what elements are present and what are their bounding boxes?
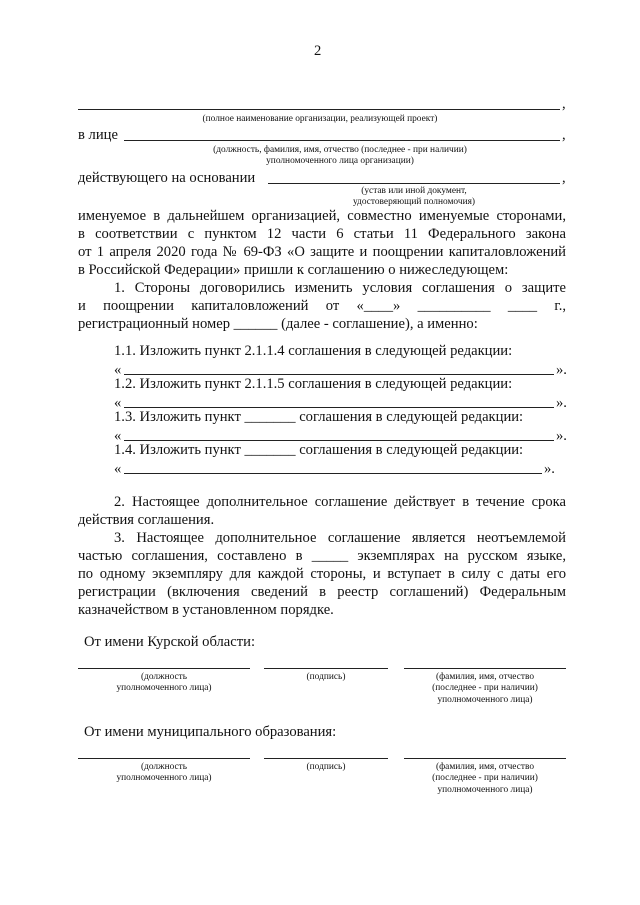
comma: , — [562, 170, 566, 186]
signature-caption-municipal: (подпись) — [306, 762, 346, 772]
item-1-2-line — [124, 407, 554, 408]
position-caption-line-1: (должность — [140, 672, 188, 682]
item-1-2-open-quote: « — [114, 395, 122, 411]
name-caption-line-2: (последнее - при наличии) — [432, 683, 538, 694]
p1-line-2: и поощрении капиталовложений от «____» __________ ____ г., — [78, 298, 566, 314]
organization-name-line — [78, 109, 560, 110]
intro-line-3: от 1 апреля 2020 года № 69-ФЗ «О защите и поощрении капиталовложений — [78, 244, 566, 260]
basis-caption-line-1: (устав или иной документ, — [361, 186, 467, 196]
item-1-3-close-quote: ». — [556, 428, 567, 444]
position-caption-municipal — [78, 762, 250, 785]
intro-line-2: в соответствии с пунктом 12 части 6 статьи 11 Федерального закона — [78, 226, 566, 242]
name-caption-line-2: (последнее - при наличии) — [432, 773, 538, 784]
comma: , — [562, 127, 566, 143]
name-caption-municipal — [404, 762, 566, 796]
signature-line-kursk — [264, 668, 388, 669]
comma: , — [562, 96, 566, 112]
position-caption-kursk — [78, 672, 250, 695]
p3-line-4: регистрации (включения сведений в реестр соглашений) Федеральным — [78, 584, 566, 600]
p3-line-3: по одному экземпляру для каждой стороны, и вступает в силу с даты его — [78, 566, 566, 582]
position-caption-line-2: уполномоченного лица) — [116, 773, 212, 784]
item-1-4-close-quote: ». — [544, 461, 555, 477]
organization-caption: (полное наименование организации, реализующей проект) — [202, 114, 438, 124]
name-caption-line-1: (фамилия, имя, отчество — [435, 762, 535, 772]
item-1-1-text: 1.1. Изложить пункт 2.1.1.4 соглашения в следующей редакции: — [114, 343, 513, 359]
item-1-3-text: 1.3. Изложить пункт _______ соглашения в следующей редакции: — [114, 409, 524, 425]
item-1-1-close-quote: ». — [556, 362, 567, 378]
acting-label: действующего на основании — [78, 170, 256, 186]
person-caption — [180, 145, 500, 168]
basis-line — [268, 183, 560, 184]
item-1-2-text: 1.2. Изложить пункт 2.1.1.5 соглашения в следующей редакции: — [114, 376, 513, 392]
position-line-municipal — [78, 758, 250, 759]
name-line-kursk — [404, 668, 566, 669]
p3-line-2: частью соглашения, составлено в _____ экземплярах на русском языке, — [78, 548, 566, 564]
intro-line-1: именуемое в дальнейшем организацией, совместно именуемые сторонами, — [78, 208, 566, 224]
item-1-1-open-quote: « — [114, 362, 122, 378]
item-1-3-open-quote: « — [114, 428, 122, 444]
name-caption-kursk — [404, 672, 566, 706]
name-line-municipal — [404, 758, 566, 759]
person-line — [124, 140, 560, 141]
p1-line-1: 1. Стороны договорились изменить условия соглашения о защите — [114, 280, 566, 296]
signature-line-municipal — [264, 758, 388, 759]
basis-caption-line-2: удостоверяющий полномочия) — [352, 197, 476, 208]
signature-caption-kursk: (подпись) — [306, 672, 346, 682]
basis-caption — [324, 186, 504, 209]
signature-heading-kursk: От имени Курской области: — [84, 634, 256, 650]
item-1-1-line — [124, 374, 554, 375]
name-caption-line-3: уполномоченного лица) — [437, 694, 533, 705]
item-1-3-line — [124, 440, 554, 441]
name-caption-line-3: уполномоченного лица) — [437, 784, 533, 795]
item-1-4-text: 1.4. Изложить пункт _______ соглашения в следующей редакции: — [114, 442, 524, 458]
p3-line-5: казначейством в установленном порядке. — [78, 602, 334, 618]
person-caption-line-1: (должность, фамилия, имя, отчество (последнее - при наличии) — [213, 145, 467, 155]
person-caption-line-2: уполномоченного лица организации) — [266, 156, 414, 167]
p2-line-1: 2. Настоящее дополнительное соглашение действует в течение срока — [114, 494, 566, 510]
p2-line-2: действия соглашения. — [78, 512, 215, 528]
name-caption-line-1: (фамилия, имя, отчество — [435, 672, 535, 682]
p1-line-3: регистрационный номер ______ (далее - соглашение), а именно: — [78, 316, 478, 332]
position-caption-line-2: уполномоченного лица) — [116, 683, 212, 694]
position-caption-line-1: (должность — [140, 762, 188, 772]
position-line-kursk — [78, 668, 250, 669]
page-number: 2 — [314, 43, 322, 59]
item-1-2-close-quote: ». — [556, 395, 567, 411]
in-person-label: в лице — [78, 127, 118, 143]
intro-line-4: в Российской Федерации» пришли к соглашению о нижеследующем: — [78, 262, 509, 278]
item-1-4-open-quote: « — [114, 461, 122, 477]
p3-line-1: 3. Настоящее дополнительное соглашение является неотъемлемой — [114, 530, 566, 546]
item-1-4-line — [124, 473, 542, 474]
signature-heading-municipal: От имени муниципального образования: — [84, 724, 337, 740]
